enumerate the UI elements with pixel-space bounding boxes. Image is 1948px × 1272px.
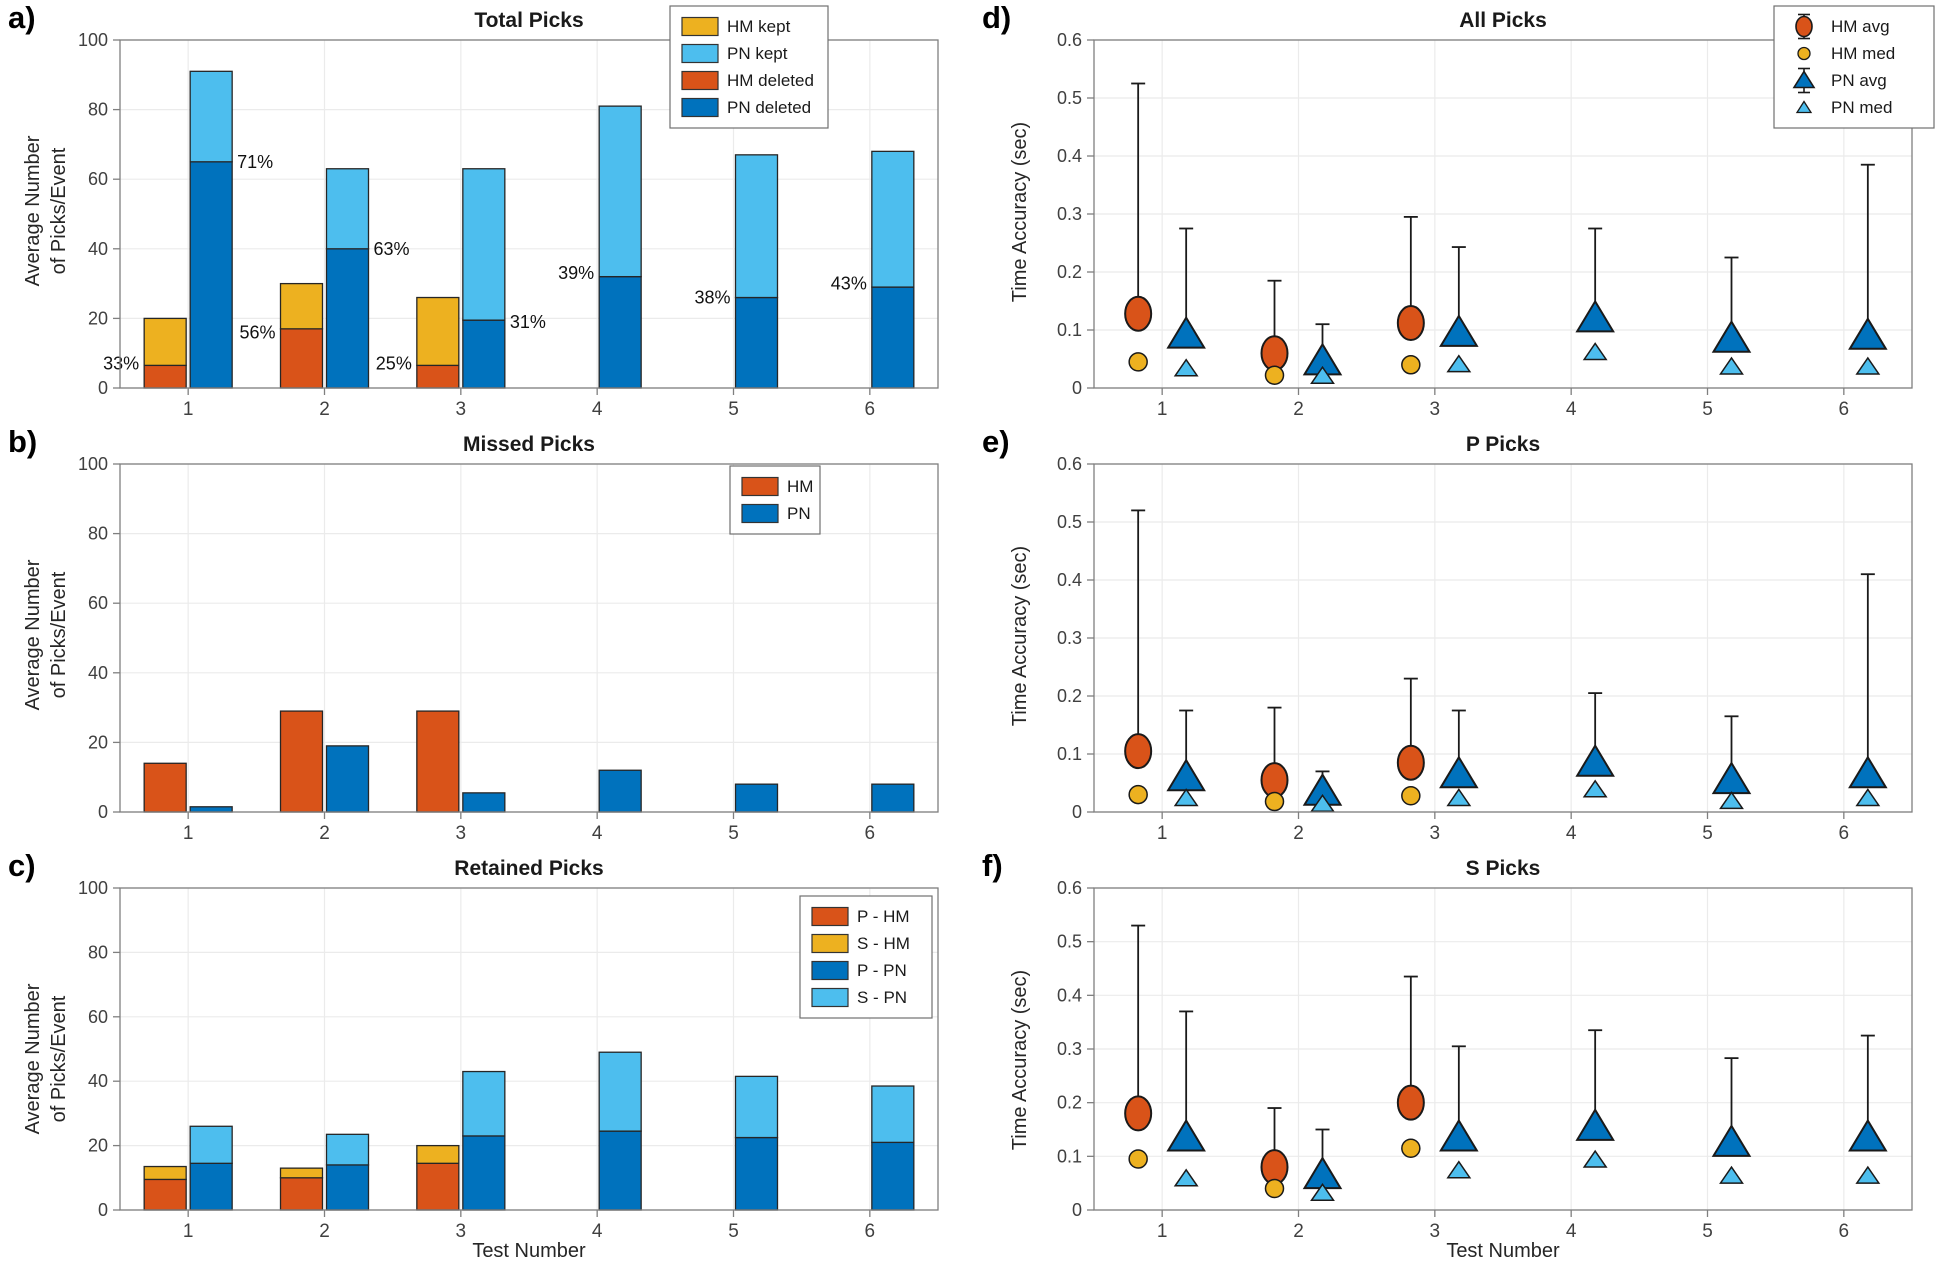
legend [730,466,820,534]
legend-swatch [742,478,778,496]
y-label-line-2: of Picks/Event [48,995,70,1123]
bar-segment [144,365,186,388]
legend-label: PN avg [1831,71,1887,90]
hm-med-marker [1129,1150,1147,1168]
pn-med-marker [1721,358,1743,374]
pn-med-marker [1175,1170,1197,1186]
panel-a-title: Total Picks [474,9,584,32]
y-tick-label: 0.1 [1056,320,1082,340]
panel-d-all-picks [974,0,1948,424]
bar [463,793,505,812]
percent-label: 56% [239,322,276,343]
x-tick-label: 2 [319,398,330,420]
bar [736,784,778,812]
hm-avg-marker [1125,297,1151,331]
legend-swatch [682,72,718,90]
x-tick-label: 5 [1702,1220,1713,1242]
y-tick-label: 80 [87,942,108,963]
panel-c-title: Retained Picks [454,857,604,880]
percent-label: 39% [558,263,595,284]
pn-med-marker [1721,792,1743,808]
hm-avg-marker [1125,734,1151,768]
bar-segment [736,298,778,388]
pn-med-marker [1448,790,1470,806]
bar [327,746,369,812]
pn-avg-marker [1714,763,1750,793]
panel-f-y-axis-label [1007,890,1033,1230]
hm-med-marker [1266,1180,1284,1198]
x-tick-label: 3 [455,822,467,844]
panel-f-x-axis-label: Test Number [1446,1240,1560,1262]
pn-med-marker [1857,358,1879,374]
panel-b-title: Missed Picks [463,433,595,456]
grid [1094,464,1912,812]
x-tick-label: 4 [1565,822,1577,844]
panel-a-y-axis-label [20,41,72,381]
panel-c-retained-picks [0,848,974,1272]
y-tick-label: 0 [1071,378,1082,398]
plot-content [144,711,914,812]
pn-avg-marker [1577,1110,1613,1140]
legend-swatch [812,908,848,926]
pn-avg-marker [1168,318,1204,348]
hm-avg-marker [1398,306,1424,340]
pn-med-marker [1857,1167,1879,1183]
x-tick-label: 5 [728,1220,739,1242]
bar-segment [327,249,369,388]
grid [1094,888,1912,1210]
hm-med-marker [1266,366,1284,384]
y-tick-label: 0.3 [1056,628,1082,648]
pn-avg-marker [1850,757,1886,787]
percent-label: 63% [373,238,410,259]
y-tick-label: 0.4 [1056,985,1082,1006]
y-tick-label: 0.3 [1056,1039,1082,1059]
x-tick-label: 6 [864,822,876,844]
x-tick-label: 1 [182,1220,194,1242]
missed-picks-chart [0,424,974,848]
pn-avg-marker [1441,316,1477,346]
x-tick-label: 6 [864,398,876,420]
x-tick-label: 2 [1293,398,1304,420]
x-tick-label: 3 [1429,398,1441,420]
bar-segment [417,365,459,388]
pn-med-marker [1448,1162,1470,1178]
legend-label: S - HM [857,934,910,953]
hm-avg-marker [1262,336,1288,370]
panel-e-p-picks [974,424,1948,848]
bar [144,763,186,812]
panel-f-s-picks [974,848,1948,1272]
x-tick-label: 2 [319,822,330,844]
panel-b-missed-picks [0,424,974,848]
hm-avg-marker [1398,1086,1424,1120]
bar-segment [736,1076,778,1137]
y-tick-label: 100 [77,878,108,898]
percent-label: 31% [509,311,546,332]
plot-content [1125,84,1886,385]
legend-swatch [812,989,848,1007]
percent-label: 71% [237,151,274,172]
y-tick-label: 0.6 [1056,878,1082,898]
p-picks-chart [974,424,1948,848]
y-label-line-1: Average Number [22,983,44,1135]
panel-e-title: P Picks [1465,433,1541,456]
panel-letter-c: c) [8,848,36,883]
panel-letter-a: a) [8,0,36,35]
bar-segment [190,1126,232,1163]
legend-label: PN kept [727,44,788,63]
bar-segment [872,1086,914,1142]
y-tick-label: 60 [87,1006,108,1027]
pn-avg-marker [1577,746,1613,776]
plot-content [1125,510,1886,811]
x-tick-label: 1 [182,822,194,844]
legend-swatch [742,505,778,523]
panel-d-title: All Picks [1459,9,1547,32]
legend-label: PN deleted [727,98,812,117]
pn-med-marker [1448,356,1470,372]
y-tick-label: 0.6 [1056,454,1082,474]
legend-label: PN med [1831,98,1893,117]
bar-segment [599,1131,641,1210]
panel-d-y-axis-label [1007,42,1033,382]
x-tick-label: 6 [1838,822,1850,844]
x-tick-label: 3 [455,398,467,420]
legend-label: S - PN [857,988,908,1007]
x-tick-label: 4 [1565,398,1577,420]
x-tick-label: 4 [1565,1220,1577,1242]
x-tick-label: 4 [591,398,603,420]
hm-avg-marker [1398,746,1424,780]
pn-avg-marker [1577,301,1613,331]
legend-swatch [682,99,718,117]
y-tick-label: 100 [77,30,108,50]
bar-segment [872,151,914,287]
panel-c-y-axis-label [20,889,72,1229]
bar [190,807,232,812]
y-tick-label: 0.3 [1056,204,1082,224]
x-tick-label: 3 [1429,1220,1441,1242]
x-tick-label: 2 [1293,822,1304,844]
bar-segment [281,1168,323,1178]
hm-med-marker [1402,787,1420,805]
bar-segment [463,1072,505,1136]
y-tick-label: 0 [97,802,108,822]
y-tick-label: 20 [87,308,108,329]
pn-avg-marker [1168,1121,1204,1151]
legend-label: P - HM [857,907,910,926]
panel-e-y-axis-label [1007,466,1033,806]
y-tick-label: 0.1 [1056,744,1082,764]
x-tick-label: 3 [1429,822,1441,844]
y-tick-label: 20 [87,1135,108,1156]
x-tick-label: 1 [1156,398,1168,420]
pn-avg-marker [1850,1121,1886,1151]
y-label-line-1: Average Number [22,135,44,287]
y-tick-label: 20 [87,732,108,753]
pn-avg-marker [1441,1121,1477,1151]
bar-segment [144,318,186,365]
legend-label: PN [787,504,811,523]
x-tick-label: 2 [319,1220,330,1242]
x-tick-label: 4 [591,1220,603,1242]
legend-label: HM [787,477,814,496]
pn-avg-marker [1441,757,1477,787]
legend-swatch [812,962,848,980]
pn-med-marker [1584,343,1606,359]
panel-letter-f: f) [982,848,1003,883]
plot-content [144,1052,914,1210]
panel-letter-e: e) [982,424,1010,459]
legend-swatch [682,45,718,63]
x-tick-label: 1 [1156,822,1168,844]
bar-segment [327,169,369,249]
percent-label: 43% [830,273,867,294]
y-label-line-1: Time Accuracy (sec) [1009,969,1031,1151]
bar-segment [736,1138,778,1210]
y-tick-label: 0 [1071,1200,1082,1220]
pn-avg-marker [1168,760,1204,790]
pn-avg-marker [1714,322,1750,352]
y-label-line-2: of Picks/Event [48,147,70,275]
y-tick-label: 0.1 [1056,1146,1082,1167]
hm-med-marker [1129,786,1147,804]
panel-a-total-picks [0,0,974,424]
bar [872,784,914,812]
legend-label: HM avg [1831,17,1890,36]
hm-med-marker [1129,353,1147,371]
legend [800,896,932,1018]
hm-med-marker [1266,793,1284,811]
bar [281,711,323,812]
y-label-line-2: of Picks/Event [48,571,70,699]
bar-segment [190,1163,232,1210]
x-tick-label: 5 [728,822,739,844]
pn-med-marker [1721,1167,1743,1183]
bar-segment [144,1179,186,1210]
y-tick-label: 0.2 [1056,1092,1082,1113]
hm-med-marker [1402,356,1420,374]
legend-label: HM deleted [727,71,814,90]
x-tick-label: 6 [1838,398,1850,420]
plot-content [1125,926,1886,1201]
x-tick-label: 2 [1293,1220,1304,1242]
percent-label: 25% [375,353,412,374]
legend-swatch [812,935,848,953]
y-tick-label: 100 [77,454,108,474]
y-tick-label: 0.2 [1056,686,1082,706]
legend-label: P - PN [857,961,907,980]
y-tick-label: 0.5 [1056,512,1082,532]
y-label-line-1: Time Accuracy (sec) [1009,121,1031,303]
total-picks-chart [0,0,974,424]
bar-segment [190,162,232,388]
pn-avg-marker [1850,319,1886,349]
bar-segment [417,1146,459,1164]
bar-segment [463,320,505,388]
bar [599,770,641,812]
y-tick-label: 40 [87,238,108,259]
x-tick-label: 6 [864,1220,876,1242]
x-tick-label: 5 [728,398,739,420]
y-tick-label: 80 [87,523,108,544]
y-tick-label: 0.5 [1056,88,1082,108]
y-tick-label: 0.4 [1056,146,1082,166]
percent-label: 33% [103,353,140,374]
y-tick-label: 0.6 [1056,30,1082,50]
bar-segment [144,1167,186,1180]
bar-segment [872,287,914,388]
panel-letter-d: d) [982,0,1012,35]
pn-avg-marker [1714,1126,1750,1156]
y-tick-label: 0 [97,1200,108,1220]
y-tick-label: 80 [87,99,108,120]
bar-segment [599,1052,641,1131]
pn-med-marker [1175,790,1197,806]
x-tick-label: 1 [1156,1220,1168,1242]
bar-segment [281,329,323,388]
x-tick-label: 4 [591,822,603,844]
bar-segment [872,1142,914,1210]
x-tick-label: 1 [182,398,194,420]
bar-segment [463,1136,505,1210]
panel-c-x-axis-label: Test Number [472,1240,586,1262]
y-label-line-1: Average Number [22,559,44,711]
bar-segment [599,106,641,277]
hm-avg-marker [1125,1096,1151,1130]
panel-letter-b: b) [8,424,38,459]
y-tick-label: 40 [87,1071,108,1092]
y-tick-label: 40 [87,662,108,683]
all-picks-chart [974,0,1948,424]
bar-segment [736,155,778,298]
hm-med-marker [1402,1139,1420,1157]
panel-b-y-axis-label [20,465,72,805]
panel-f-title: S Picks [1465,857,1541,880]
y-label-line-1: Time Accuracy (sec) [1009,545,1031,727]
bar-segment [599,277,641,388]
bar-segment [417,1163,459,1210]
y-tick-label: 0 [1071,802,1082,822]
y-tick-label: 0 [97,378,108,398]
pn-med-marker [1584,781,1606,797]
bar-segment [417,298,459,366]
axes [1057,878,1912,1242]
bar [417,711,459,812]
percent-label: 38% [694,287,731,308]
x-tick-label: 6 [1838,1220,1850,1242]
s-picks-chart [974,848,1948,1272]
y-tick-label: 0.5 [1056,931,1082,952]
bar-segment [281,1178,323,1210]
retained-picks-chart [0,848,974,1272]
bar-segment [190,71,232,161]
y-tick-label: 60 [87,593,108,614]
bar-segment [327,1165,369,1210]
bar-segment [463,169,505,320]
bar-segment [327,1134,369,1165]
legend-label: HM kept [727,17,791,36]
bar-segment [281,284,323,329]
y-tick-label: 0.2 [1056,262,1082,282]
x-tick-label: 5 [1702,398,1713,420]
y-tick-label: 0.4 [1056,570,1082,590]
x-tick-label: 3 [455,1220,467,1242]
legend-label: HM med [1831,44,1896,63]
pn-med-marker [1584,1151,1606,1167]
pn-med-marker [1175,360,1197,376]
y-tick-label: 60 [87,169,108,190]
pn-med-marker [1857,790,1879,806]
x-tick-label: 5 [1702,822,1713,844]
